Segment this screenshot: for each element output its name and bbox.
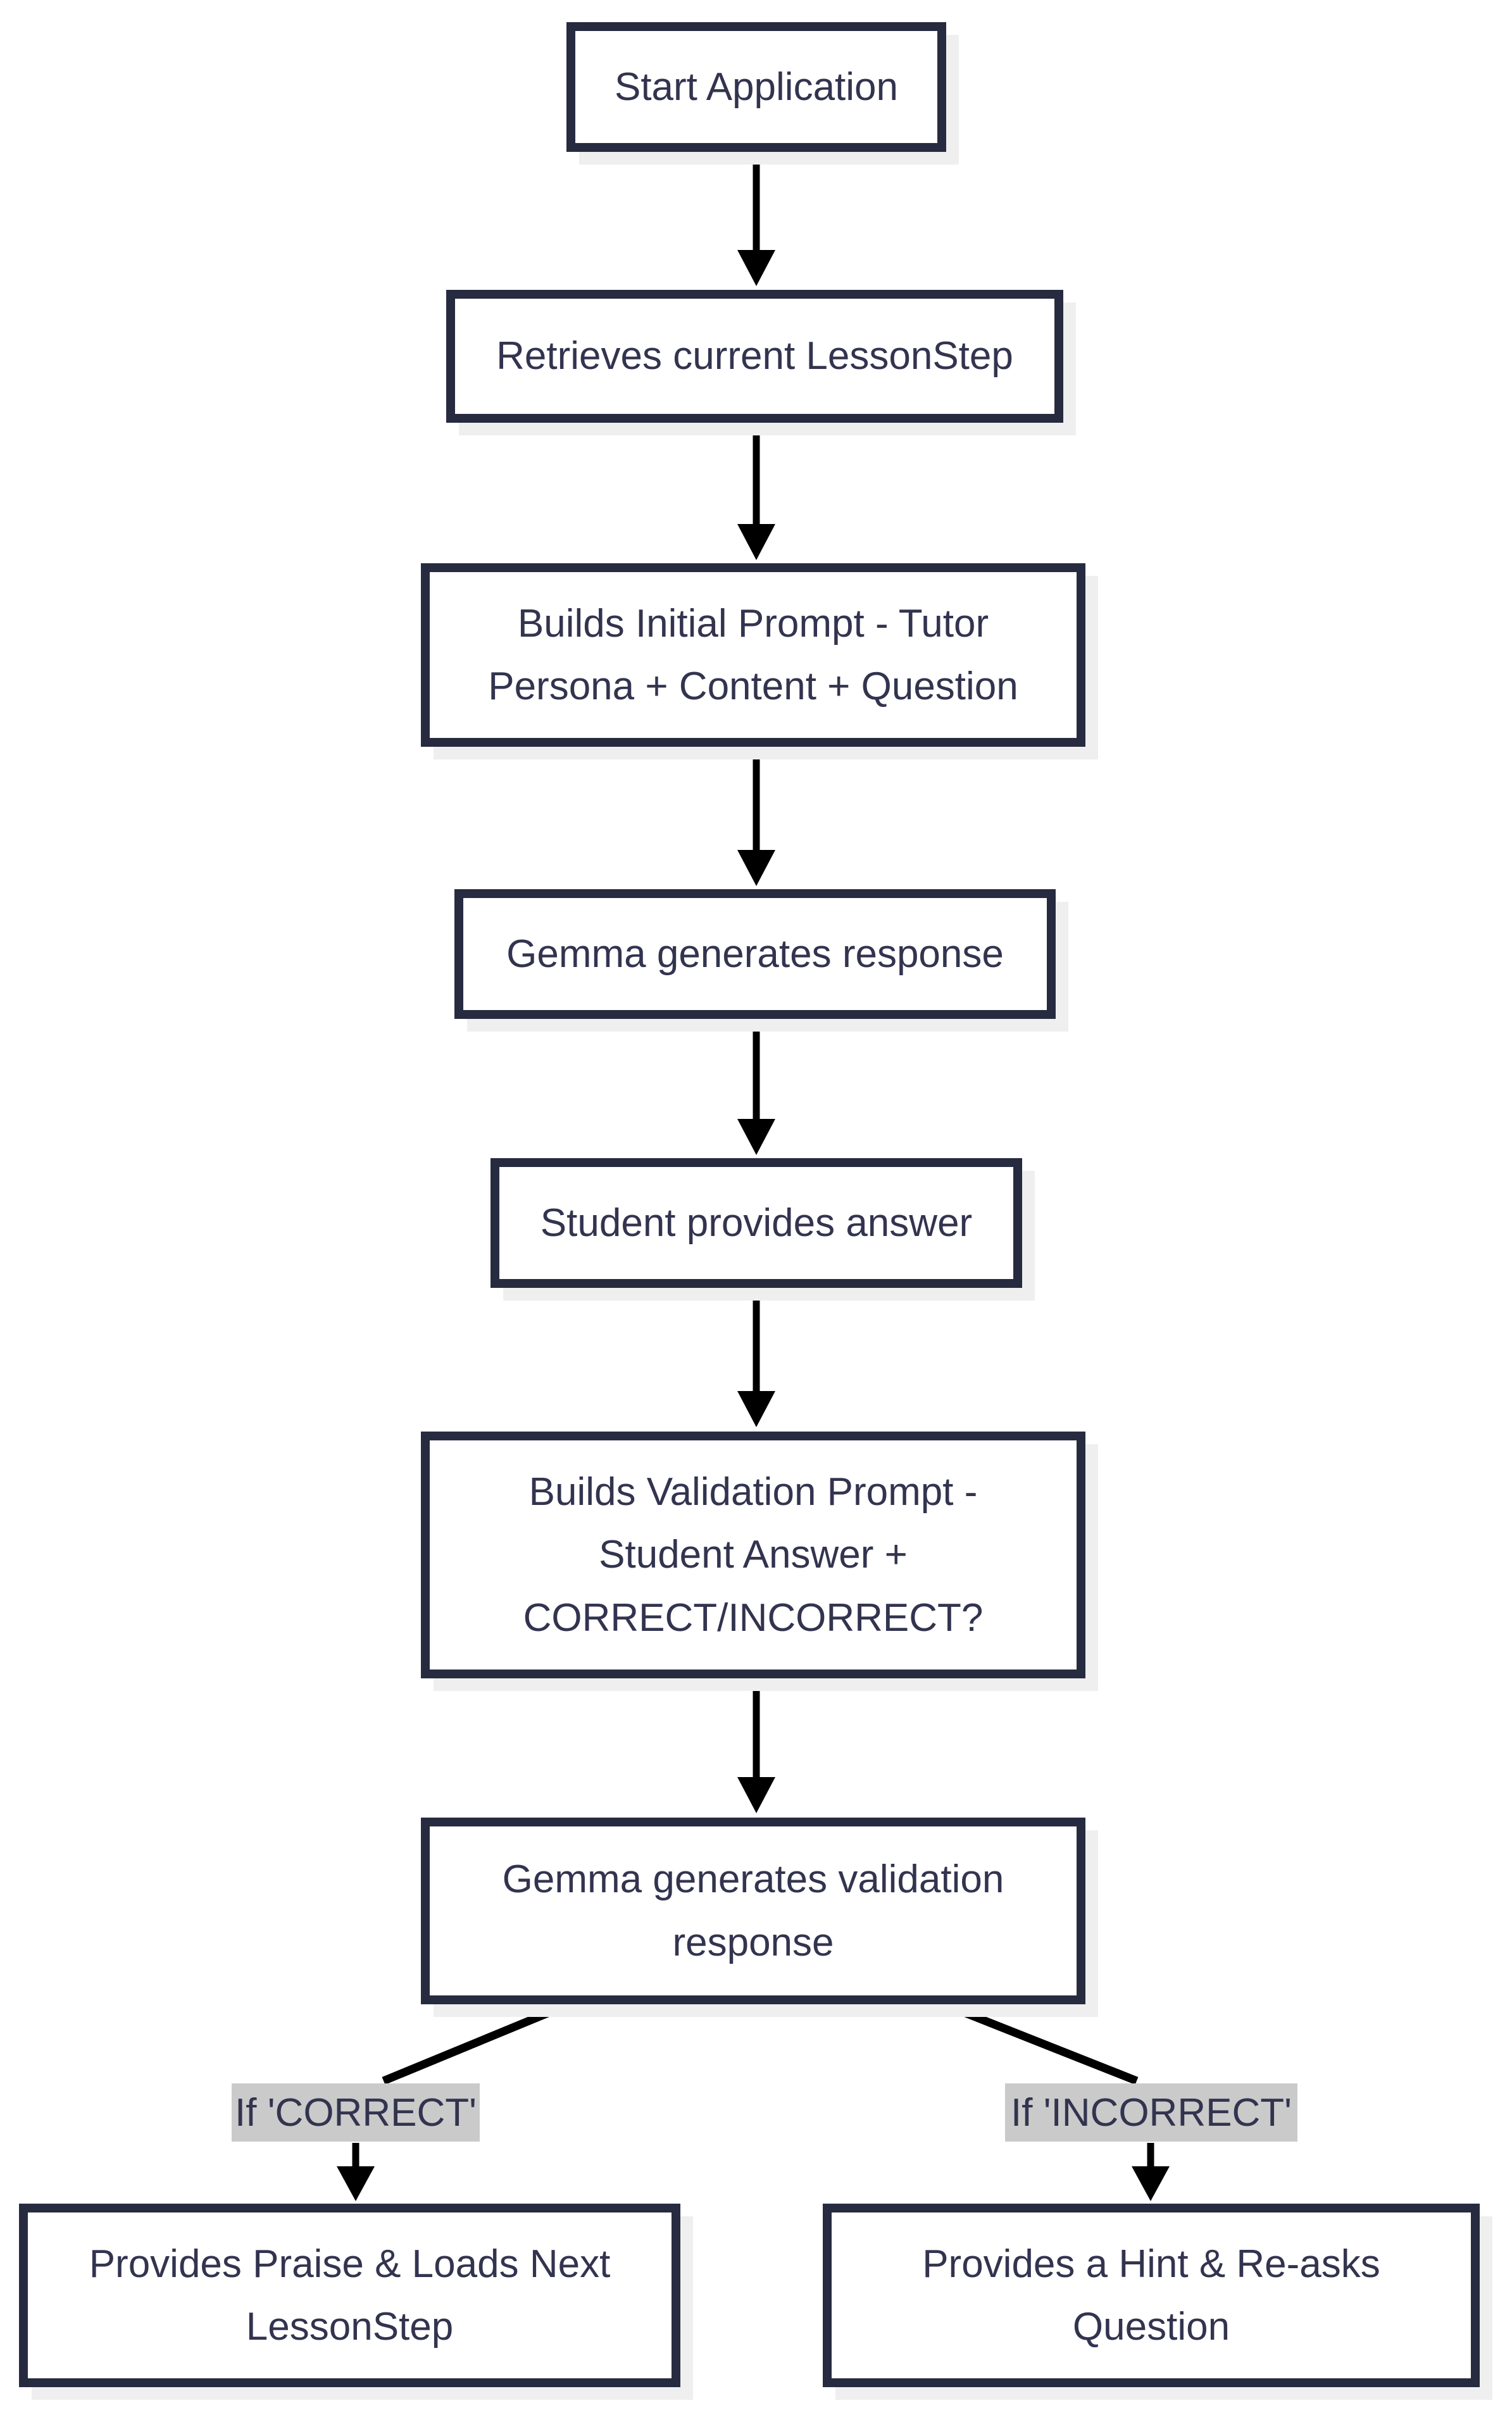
node-label-line: Gemma generates validation bbox=[502, 1857, 1004, 1902]
branch-label-if-correct bbox=[232, 2083, 480, 2142]
node-label-line: response bbox=[672, 1920, 834, 1964]
node-label-line: Builds Validation Prompt - bbox=[528, 1470, 978, 1514]
branch-label-text: If 'INCORRECT' bbox=[1011, 2090, 1292, 2135]
node-provides-praise-loads-next-lessonstep bbox=[19, 2204, 680, 2387]
node-builds-validation-prompt bbox=[421, 1432, 1085, 1678]
branch-line-correct bbox=[384, 2006, 565, 2081]
node-gemma-generates-validation-response bbox=[421, 1818, 1085, 2004]
node-label-line: Provides a Hint & Re-asks bbox=[922, 2242, 1380, 2286]
node-label-line: Persona + Content + Question bbox=[488, 665, 1018, 708]
node-label-line: Builds Initial Prompt - Tutor bbox=[517, 601, 989, 646]
arrow-validation-to-gemma-validation bbox=[737, 1680, 775, 1813]
arrow-incorrect-to-hint bbox=[1132, 2143, 1170, 2201]
node-retrieves-current-lessonstep bbox=[446, 290, 1063, 423]
branch-line-incorrect bbox=[948, 2006, 1137, 2081]
arrow-gemma-response-to-student bbox=[737, 1021, 775, 1155]
arrow-retrieves-to-initial bbox=[737, 423, 775, 560]
node-label-line: Student Answer + bbox=[599, 1533, 908, 1577]
arrow-initial-to-gemma-response bbox=[737, 749, 775, 886]
arrow-correct-to-praise bbox=[337, 2143, 375, 2201]
node-label: Gemma generates response bbox=[506, 932, 1004, 976]
node-provides-hint-reasks-question bbox=[823, 2204, 1480, 2387]
node-label-line: LessonStep bbox=[246, 2305, 454, 2349]
arrow-start-to-retrieves bbox=[737, 154, 775, 286]
node-label: Start Application bbox=[614, 65, 899, 109]
node-label: Student provides answer bbox=[540, 1201, 973, 1245]
node-label: Retrieves current LessonStep bbox=[496, 334, 1013, 378]
branch-label-text: If 'CORRECT' bbox=[235, 2090, 477, 2135]
node-start-application bbox=[566, 22, 946, 152]
node-builds-initial-prompt bbox=[421, 563, 1085, 747]
node-student-provides-answer bbox=[490, 1158, 1022, 1288]
arrow-student-to-validation bbox=[737, 1290, 775, 1427]
node-label-line: Provides Praise & Loads Next bbox=[89, 2242, 611, 2286]
node-label-line: CORRECT/INCORRECT? bbox=[523, 1595, 984, 1640]
node-label-line: Question bbox=[1072, 2305, 1230, 2349]
node-gemma-generates-response bbox=[454, 889, 1056, 1019]
branch-label-if-incorrect bbox=[1005, 2083, 1297, 2142]
